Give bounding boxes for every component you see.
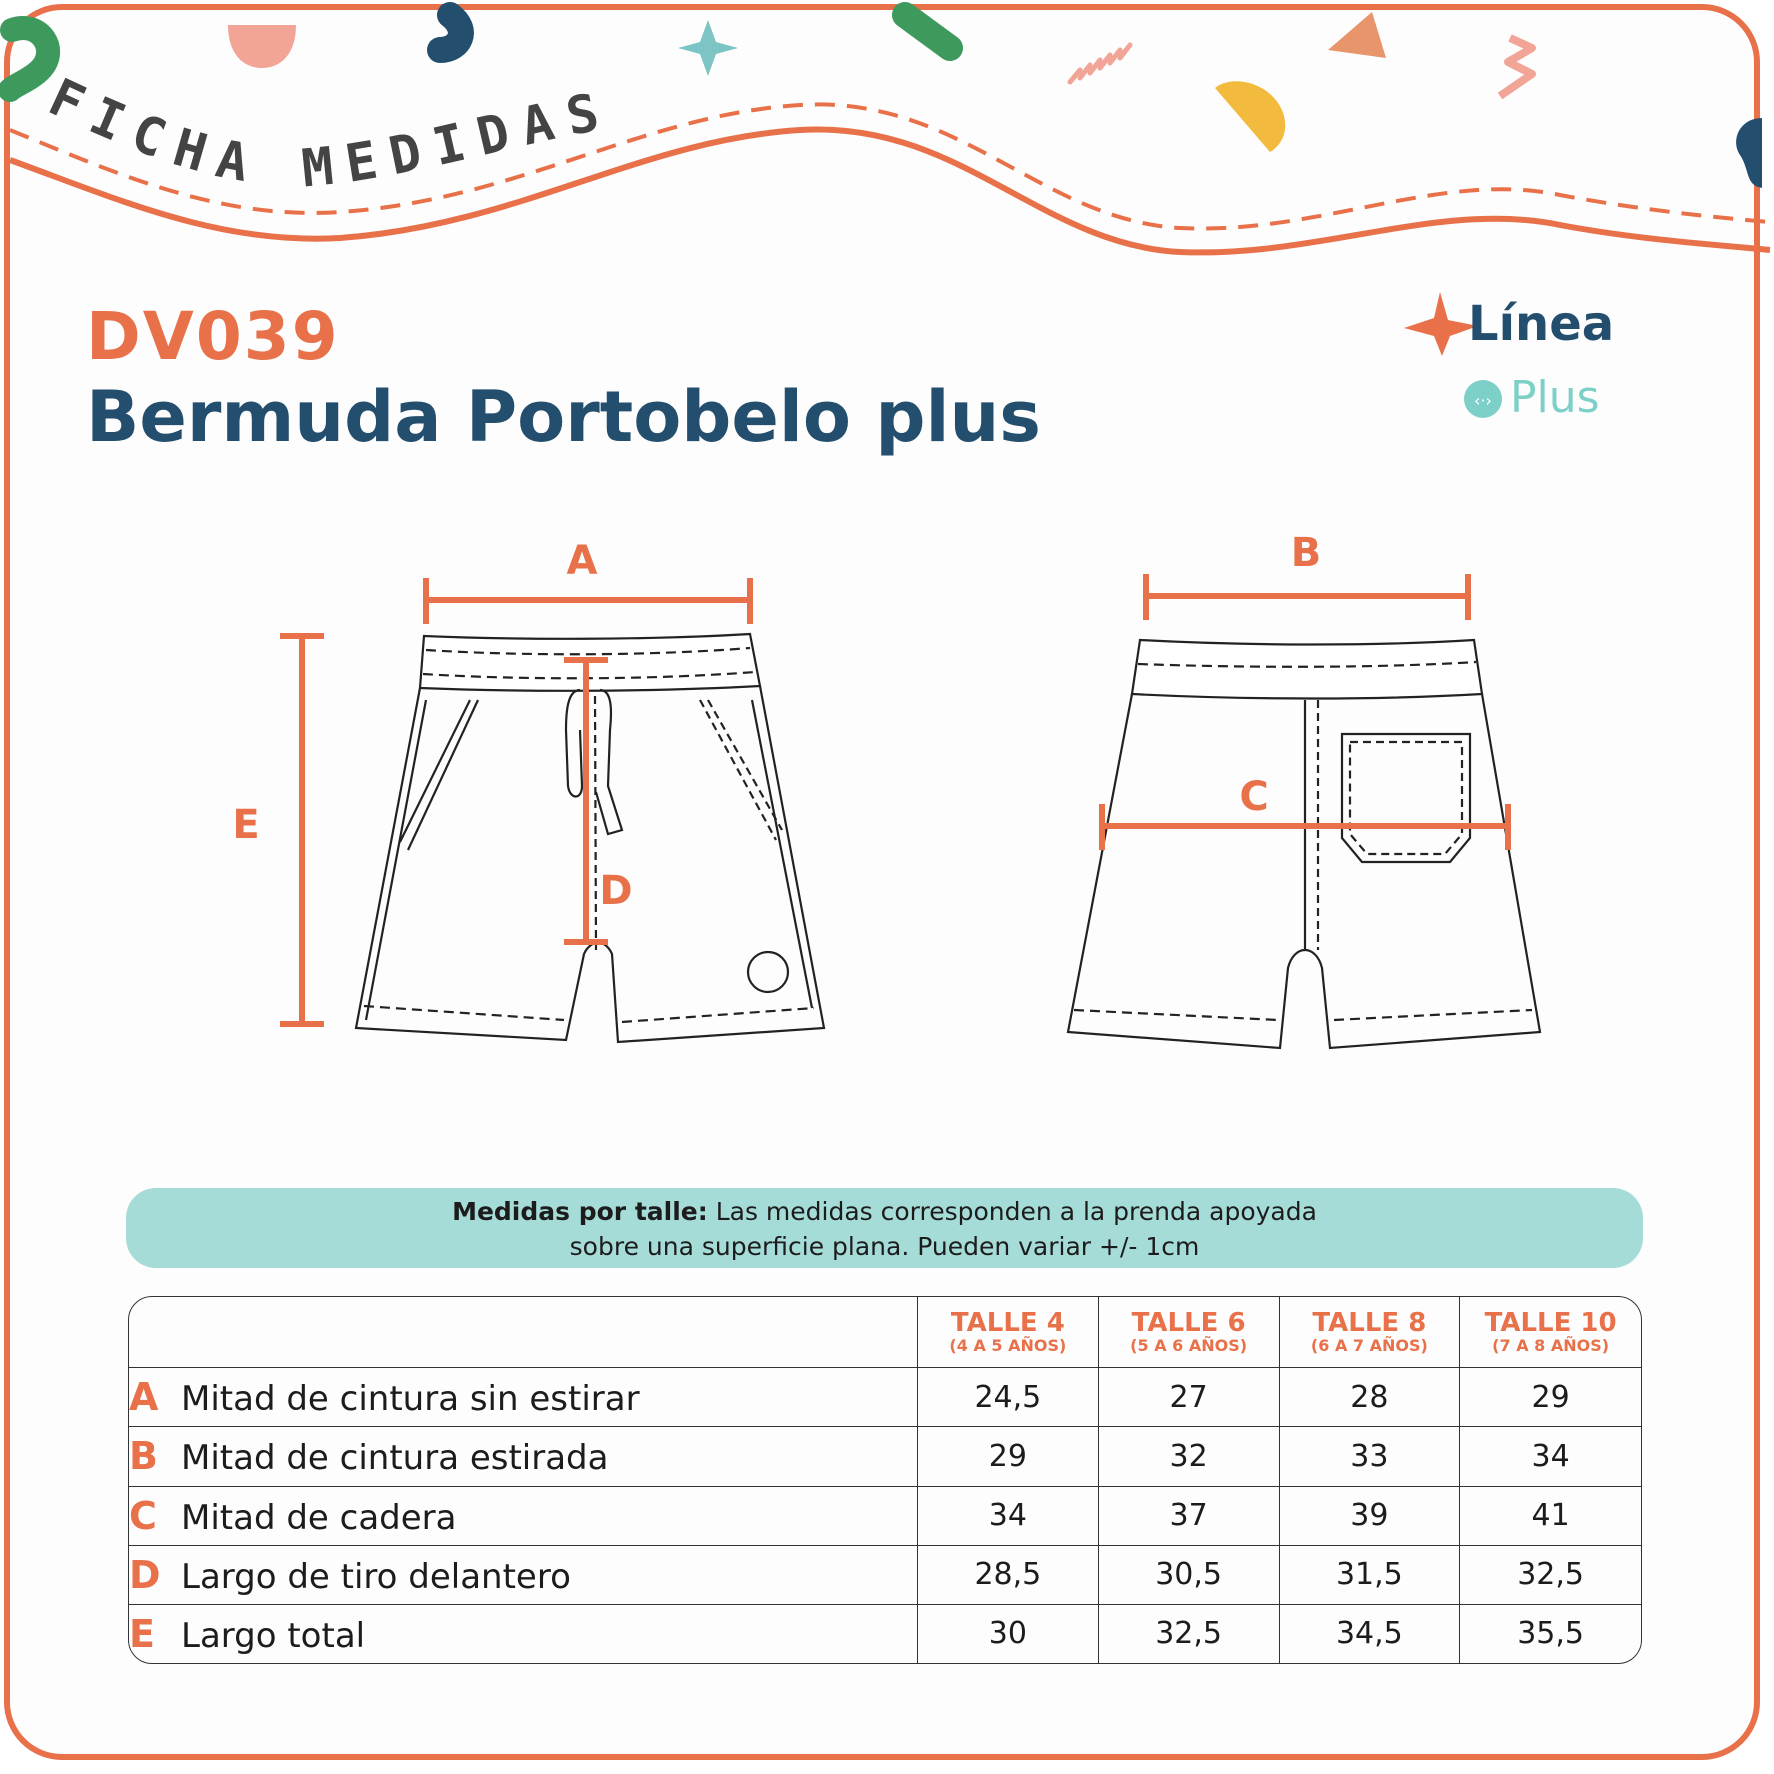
- measure-c-label: C: [1239, 774, 1269, 820]
- row-label: [129, 1368, 918, 1427]
- table-row: [129, 1368, 1641, 1427]
- row-label: [129, 1487, 918, 1546]
- table-row: [129, 1427, 1641, 1486]
- measure-e-label: E: [232, 802, 260, 848]
- table-cell: 24,5: [918, 1368, 1099, 1427]
- row-letter: D: [129, 1552, 161, 1597]
- size-age: (6 A 7 AÑOS): [1310, 1336, 1428, 1356]
- product-name: Bermuda Portobelo plus: [86, 376, 1041, 458]
- measure-b-label: B: [1290, 530, 1322, 576]
- table-cell: 37: [1099, 1487, 1280, 1546]
- size-age: (5 A 6 AÑOS): [1130, 1336, 1248, 1356]
- size-label: TALLE 10: [1484, 1308, 1617, 1339]
- table-header-row: [129, 1297, 1641, 1368]
- row-label: [129, 1546, 918, 1605]
- table-cell: 35,5: [1517, 1616, 1585, 1652]
- note-bold: Medidas por talle:: [452, 1197, 708, 1226]
- measure-d-label: D: [599, 868, 633, 914]
- table-row: [129, 1605, 1641, 1663]
- row-description: Largo de tiro delantero: [181, 1556, 571, 1597]
- table-cell: 29: [918, 1427, 1099, 1486]
- row-letter: C: [129, 1493, 157, 1538]
- table-cell: 34: [918, 1487, 1099, 1546]
- row-letter: A: [129, 1375, 159, 1420]
- table-cell: 32,5: [1460, 1546, 1641, 1605]
- table-cell: 39: [1280, 1487, 1461, 1546]
- size-label: TALLE 6: [1131, 1308, 1246, 1339]
- measure-a-label: A: [566, 538, 598, 584]
- row-label: [129, 1605, 918, 1663]
- table-cell: 28: [1280, 1368, 1461, 1427]
- size-table: [128, 1296, 1642, 1664]
- table-cell: 31,5: [1280, 1546, 1461, 1605]
- svg-text:‹·›: ‹·›: [1474, 391, 1492, 410]
- table-cell: 34: [1460, 1427, 1641, 1486]
- size-header: [1099, 1297, 1280, 1368]
- table-cell: 30,5: [1099, 1546, 1280, 1605]
- table-cell: 33: [1280, 1427, 1461, 1486]
- size-age: (4 A 5 AÑOS): [949, 1336, 1067, 1356]
- measurement-note: [126, 1188, 1643, 1268]
- banner-title: FICHA MEDIDAS: [39, 67, 618, 200]
- row-description: Mitad de cintura sin estirar: [181, 1379, 640, 1420]
- product-code: DV039: [86, 298, 340, 375]
- size-label: TALLE 8: [1312, 1308, 1427, 1339]
- table-cell: 32: [1099, 1427, 1280, 1486]
- note-line2: sobre una superficie plana. Pueden variar +/- 1cm: [569, 1232, 1200, 1261]
- note-line1: Las medidas corresponden a la prenda apoyada: [707, 1197, 1317, 1226]
- size-header: [918, 1297, 1099, 1368]
- row-description: Mitad de cadera: [181, 1497, 457, 1538]
- row-label: [129, 1427, 918, 1486]
- size-header: [1460, 1297, 1641, 1368]
- table-cell: 34,5: [1280, 1605, 1461, 1663]
- table-header-empty: [129, 1297, 918, 1368]
- table-cell: 27: [1099, 1368, 1280, 1427]
- table-cell: 30: [918, 1605, 1099, 1663]
- row-description: Mitad de cintura estirada: [181, 1438, 609, 1479]
- row-letter: B: [129, 1434, 158, 1479]
- line-label: Línea: [1468, 296, 1615, 352]
- table-cell: 28,5: [918, 1546, 1099, 1605]
- table-cell: 32,5: [1099, 1605, 1280, 1663]
- size-age: (7 A 8 AÑOS): [1492, 1336, 1610, 1356]
- table-cell: 41: [1460, 1487, 1641, 1546]
- line-sub-label: Plus: [1510, 372, 1600, 423]
- row-letter: E: [129, 1611, 155, 1656]
- size-header: [1280, 1297, 1461, 1368]
- table-cell: 29: [1460, 1368, 1641, 1427]
- table-row: [129, 1487, 1641, 1546]
- front-shorts-drawing: [356, 634, 824, 1042]
- table-row: [129, 1546, 1641, 1605]
- row-description: Largo total: [181, 1615, 366, 1656]
- back-shorts-drawing: [1068, 640, 1540, 1048]
- size-label: TALLE 4: [950, 1308, 1065, 1339]
